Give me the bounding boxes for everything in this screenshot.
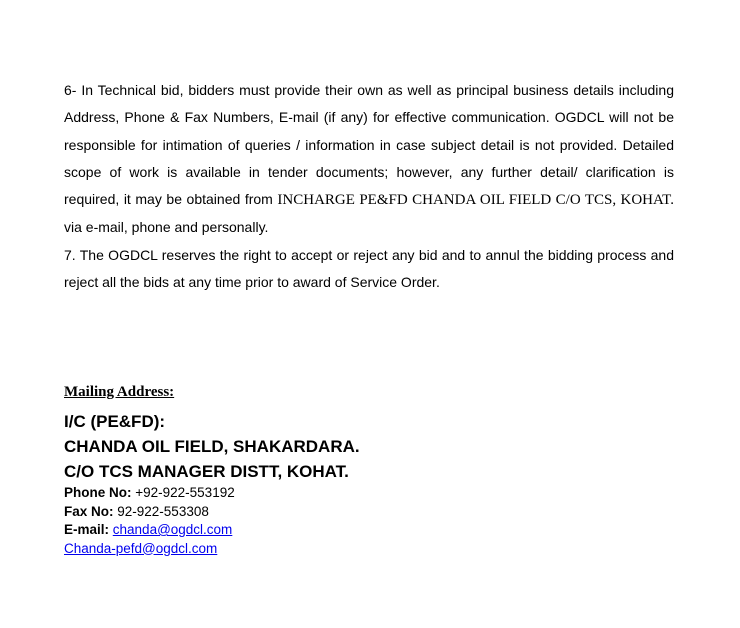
- address-line-1: I/C (PE&FD):: [64, 412, 166, 431]
- paragraph-6: [64, 77, 674, 242]
- paragraph-6-continuation: via e-mail, phone and personally.: [64, 219, 269, 236]
- fax-label: Fax No:: [64, 503, 114, 519]
- mailing-address-heading: Mailing Address:: [64, 384, 175, 400]
- email-line: [64, 521, 564, 540]
- body-text: [64, 77, 674, 296]
- address-line-3: C/O TCS MANAGER DISTT, KOHAT.: [64, 462, 349, 481]
- email-label: E-mail:: [64, 522, 110, 537]
- phone-label: Phone No:: [64, 485, 132, 500]
- phone-value: +92-922-553192: [131, 485, 235, 500]
- mailing-address-block: [64, 382, 564, 558]
- incharge-reference: INCHARGE PE&FD CHANDA OIL FIELD C/O TCS, KOHAT.: [277, 192, 674, 209]
- fax-line: [64, 503, 564, 522]
- address-line-2: CHANDA OIL FIELD, SHAKARDARA.: [64, 437, 360, 456]
- email-link-chanda[interactable]: chanda@ogdcl.com: [112, 522, 233, 537]
- email-link-chanda-pefd[interactable]: Chanda-pefd@ogdcl.com: [64, 540, 218, 556]
- phone-line: [64, 484, 564, 503]
- fax-value: 92-922-553308: [113, 503, 209, 519]
- paragraph-6-text: 6- In Technical bid, bidders must provide their own as well as principal business details including Address, Phone & Fax Numbers, E-mail (if any) for effective communication. OGDCL will not be responsible for intimation of queries / information in case subject detail is not provided. Detailed scope of work is available in tender documents; however, any further detail/ clarification is required, it may be obtained from: [64, 82, 674, 208]
- email-line-2: [64, 540, 564, 559]
- paragraph-7: 7. The OGDCL reserves the right to accept or reject any bid and to annul the bidding process and reject all the bids at any time prior to award of Service Order.: [64, 246, 674, 291]
